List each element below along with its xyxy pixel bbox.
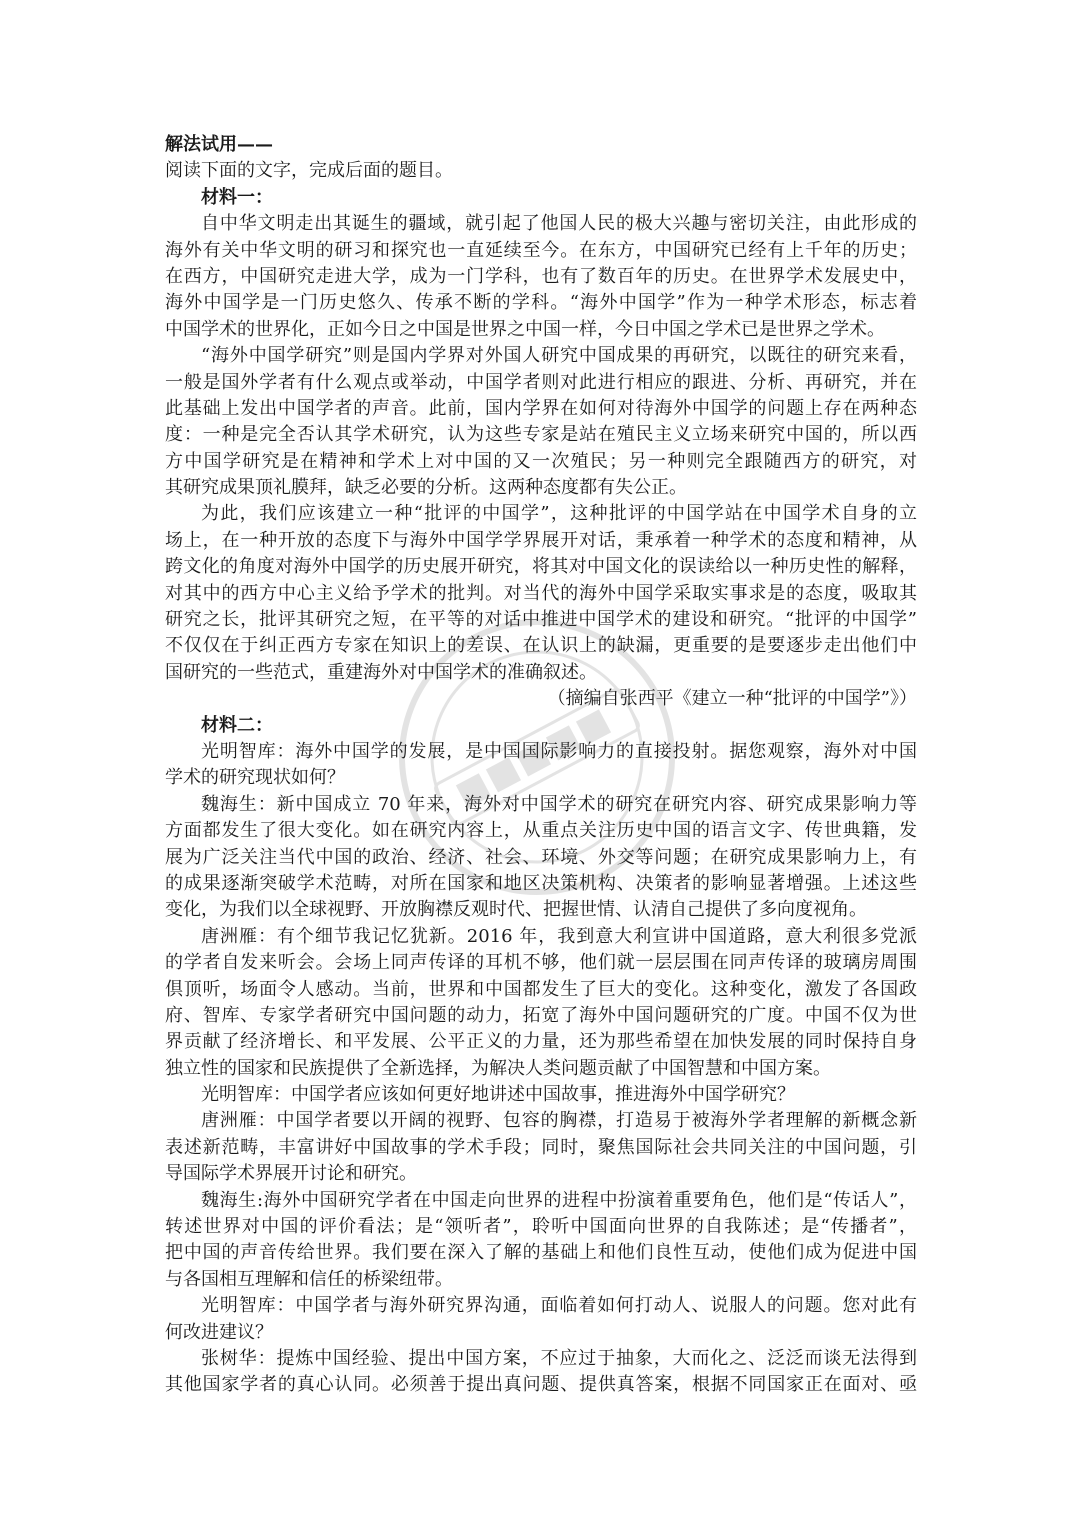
material-two-text — [165, 739, 917, 1399]
material-one-text-line: 度：一种是完全否认其学术研究，认为这些专家是站在殖民主义立场来研究中国的，所以西 — [165, 424, 917, 446]
material-two-text-line: 表述新范畴，丰富讲好中国故事的学术手段；同时，聚焦国际社会共同关注的中国问题，引 — [165, 1136, 917, 1158]
material-two-text-line: 张树华：提炼中国经验、提出中国方案，不应过于抽象，大而化之、泛泛而谈无法得到 — [201, 1347, 917, 1369]
material-two-text-line: 唐洲雁：有个细节我记忆犹新。2016 年，我到意大利宣讲中国道路，意大利很多党派 — [201, 925, 917, 947]
material-two-text-line: 方面都发生了很大变化。如在研究内容上，从重点关注历史中国的语言文字、传世典籍，发 — [165, 820, 917, 842]
material-two-text-line: 的成果逐渐突破学术范畴，对所在国家和地区决策机构、决策者的影响显著增强。上述这些 — [165, 872, 917, 894]
material-two-text-line: 学术的研究现状如何？ — [165, 767, 345, 789]
material-two-text-line: 魏海生:海外中国研究学者在中国走向世界的进程中扮演着重要角色，他们是“传话人”， — [201, 1189, 917, 1211]
material-one-text-line: 对其中的西方中心主义给予学术的批判。对当代的海外中国学采取实事求是的态度，吸取其 — [165, 582, 917, 604]
material-two-text-line: 光明智库：中国学者应该如何更好地讲述中国故事，推进海外中国学研究？ — [201, 1084, 795, 1106]
section-heading: 解法试用—— — [165, 134, 273, 155]
material-one-text-line: 国研究的一些范式，重建海外对中国学术的准确叙述。 — [165, 661, 597, 683]
reading-instruction: 阅读下面的文字，完成后面的题目。 — [165, 160, 453, 182]
material-one-text-line: 场上，在一种开放的态度下与海外中国学学界展开对话，秉承着一种学术的态度和精神，从 — [165, 529, 917, 551]
material-two-label: 材料二： — [201, 714, 273, 736]
material-one-text-line: 其研究成果顶礼膜拜，缺乏必要的分析。这两种态度都有失公正。 — [165, 477, 687, 499]
material-one-text-line: 跨文化的角度对海外中国学的历史展开研究，将其对中国文化的误读给以一种历史性的解释， — [165, 556, 917, 578]
material-one-text-line: 自中华文明走出其诞生的疆域，就引起了他国人民的极大兴趣与密切关注，由此形成的 — [201, 213, 917, 235]
material-two-text-line: 与各国相互理解和信任的桥梁纽带。 — [165, 1268, 453, 1290]
material-two-text-line: 转述世界对中国的评价看法；是“领听者”，聆听中国面向世界的自我陈述；是“传播者”， — [165, 1216, 917, 1238]
material-one-source: （摘编自张西平《建立一种“批评的中国学”》） — [547, 688, 917, 710]
document-page — [165, 132, 917, 1399]
material-one-text-line: 不仅仅在于纠正西方专家在知识上的差误、在认识上的缺漏，更重要的是要逐步走出他们中 — [165, 635, 917, 657]
material-one-text-line: 方中国学研究是在精神和学术上对中国的又一次殖民；另一种则完全跟随西方的研究，对 — [165, 450, 917, 472]
material-two-text-line: 其他国家学者的真心认同。必须善于提出真问题、提供真答案，根据不同国家正在面对、亟 — [165, 1374, 917, 1396]
material-two-text-line: 唐洲雁：中国学者要以开阔的视野、包容的胸襟，打造易于被海外学者理解的新概念新 — [201, 1110, 917, 1132]
material-one-label: 材料一： — [201, 186, 273, 208]
material-two-text-line: 光明智库：中国学者与海外研究界沟通，面临着如何打动人、说服人的问题。您对此有 — [201, 1295, 917, 1317]
material-two-text-line: 导国际学术界展开讨论和研究。 — [165, 1163, 417, 1185]
material-two-text-line: 界贡献了经济增长、和平发展、公平正义的力量，还为那些希望在加快发展的同时保持自身 — [165, 1031, 917, 1053]
material-two-text-line: 魏海生：新中国成立 70 年来，海外对中国学术的研究在研究内容、研究成果影响力等 — [201, 793, 917, 815]
material-one-text-line: 一般是国外学者有什么观点或举动，中国学者则对此进行相应的跟进、分析、再研究，并在 — [165, 371, 917, 393]
material-one-text — [165, 211, 917, 686]
material-one-text-line: 研究之长，批评其研究之短，在平等的对话中推进中国学术的建设和研究。“批评的中国学” — [165, 609, 917, 631]
material-one-text-line: 为此，我们应该建立一种“批评的中国学”，这种批评的中国学站在中国学术自身的立 — [201, 503, 917, 525]
material-two-text-line: 府、智库、专家学者研究中国问题的动力，拓宽了海外中国问题研究的广度。中国不仅为世 — [165, 1004, 917, 1026]
material-two-text-line: 何改进建议？ — [165, 1321, 273, 1343]
material-one-text-line: 中国学术的世界化，正如今日之中国是世界之中国一样，今日中国之学术已是世界之学术。 — [165, 318, 885, 340]
material-one-text-line: 海外有关中华文明的研习和探究也一直延续至今。在东方，中国研究已经有上千年的历史； — [165, 239, 917, 261]
material-one-text-line: 海外中国学是一门历史悠久、传承不断的学科。“海外中国学”作为一种学术形态，标志着 — [165, 292, 917, 314]
material-two-text-line: 把中国的声音传给世界。我们要在深入了解的基础上和他们良性互动，使他们成为促进中国 — [165, 1242, 917, 1264]
material-one-text-line: 此基础上发出中国学者的声音。此前，国内学界在如何对待海外中国学的问题上存在两种态 — [165, 397, 917, 419]
material-two-text-line: 变化，为我们以全球视野、开放胸襟反观时代、把握世情、认清自己提供了多向度视角。 — [165, 899, 867, 921]
material-one-text-line: 在西方，中国研究走进大学，成为一门学科，也有了数百年的历史。在世界学术发展史中， — [165, 265, 917, 287]
material-one-text-line: “海外中国学研究”则是国内学界对外国人研究中国成果的再研究，以既往的研究来看， — [201, 345, 917, 367]
material-two-text-line: 独立性的国家和民族提供了全新选择，为解决人类问题贡献了中国智慧和中国方案。 — [165, 1057, 831, 1079]
material-two-text-line: 光明智库：海外中国学的发展，是中国国际影响力的直接投射。据您观察，海外对中国 — [201, 740, 917, 762]
material-two-text-line: 展为广泛关注当代中国的政治、经济、社会、环境、外交等问题；在研究成果影响力上，有 — [165, 846, 917, 868]
material-two-text-line: 的学者自发来听会。会场上同声传译的耳机不够，他们就一层层围在同声传译的玻璃房周围 — [165, 952, 917, 974]
material-two-text-line: 倶顶听，场面令人感动。当前，世界和中国都发生了巨大的变化。这种变化，激发了各国政 — [165, 978, 917, 1000]
